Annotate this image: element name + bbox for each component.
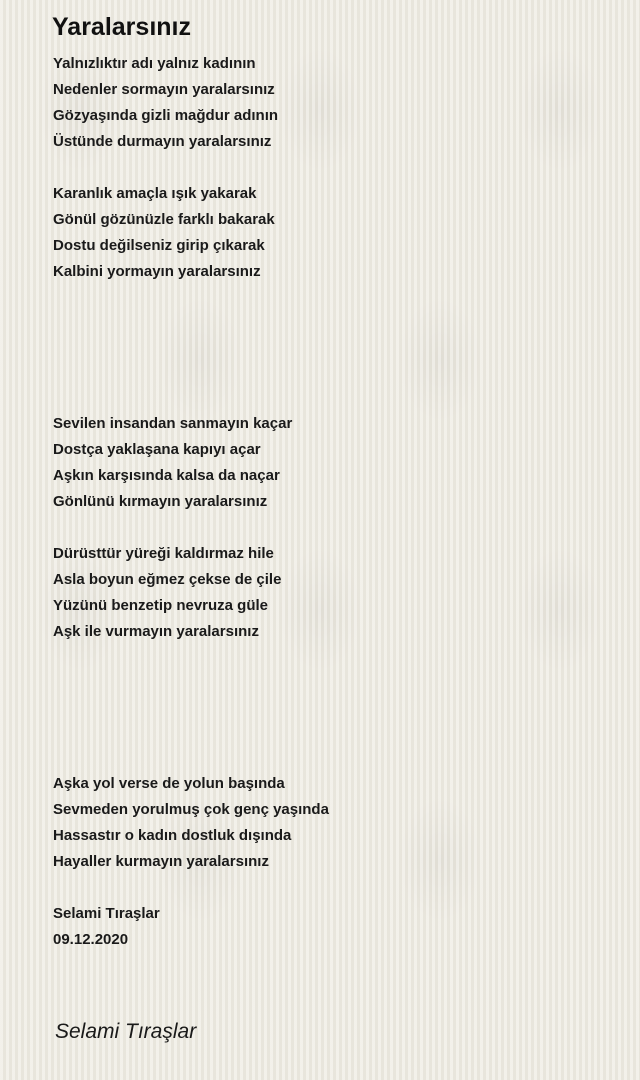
poem-line: Nedenler sormayın yaralarsınız	[53, 81, 275, 98]
poem-line: Gönül gözünüzle farklı bakarak	[53, 211, 275, 228]
poem-line: Aşk ile vurmayın yaralarsınız	[53, 623, 259, 640]
poem-line: Sevmeden yorulmuş çok genç yaşında	[53, 801, 329, 818]
poem-line: Aşka yol verse de yolun başında	[53, 775, 285, 792]
poem-line: Dostu değilseniz girip çıkarak	[53, 237, 265, 254]
author-name: Selami Tıraşlar	[53, 905, 160, 922]
poem-line: Kalbini yormayın yaralarsınız	[53, 263, 261, 280]
poem-line: Aşkın karşısında kalsa da naçar	[53, 467, 280, 484]
poem-line: Dürüsttür yüreği kaldırmaz hile	[53, 545, 274, 562]
poem-line: Hayaller kurmayın yaralarsınız	[53, 853, 269, 870]
author-signature: Selami Tıraşlar	[55, 1020, 197, 1043]
poem-line: Karanlık amaçla ışık yakarak	[53, 185, 257, 202]
poem-line: Asla boyun eğmez çekse de çile	[53, 571, 282, 588]
poem-date: 09.12.2020	[53, 931, 129, 948]
poem-line: Hassastır o kadın dostluk dışında	[53, 827, 292, 844]
poem-line: Yalnızlıktır adı yalnız kadının	[53, 55, 256, 72]
poem-line: Üstünde durmayın yaralarsınız	[53, 133, 272, 150]
poem-line: Yüzünü benzetip nevruza güle	[53, 597, 269, 614]
poem-line: Sevilen insandan sanmayın kaçar	[53, 415, 293, 432]
poem-line: Dostça yaklaşana kapıyı açar	[53, 441, 261, 458]
poem-title: Yaralarsınız	[52, 13, 191, 41]
poem-line: Gönlünü kırmayın yaralarsınız	[53, 493, 268, 510]
poem-line: Gözyaşında gizli mağdur adının	[53, 107, 279, 124]
